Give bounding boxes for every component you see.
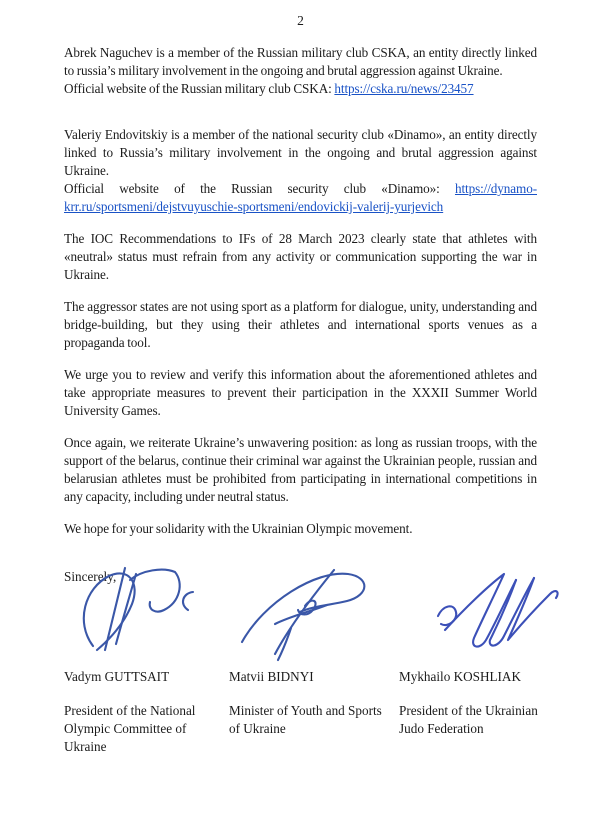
paragraph	[64, 44, 537, 80]
signer-title: President of the Ukrainian Judo Federation	[399, 703, 538, 736]
paragraph	[64, 230, 537, 284]
paragraph	[64, 80, 537, 98]
paragraph	[64, 366, 537, 420]
signature-block	[64, 566, 564, 756]
hyperlink[interactable]: https://dynamo-	[454, 181, 537, 196]
paragraph-text: Valeriy Endovitskiy is a member of the national security club «Dinamo», an entity directly linked to Russia’s military involvement in the ongoing and brutal aggression against Ukraine.	[64, 127, 537, 178]
paragraph-text: We urge you to review and verify this information about the aforementioned athletes and take appropriate measures to prevent their participation in the XXXII Summer World University Games.	[64, 367, 537, 418]
signature-row	[64, 566, 564, 658]
paragraph-text: The aggressor states are not using sport as a platform for dialogue, unity, understanding and bridge-building, but they using their athletes and international sports venues as a propaganda tool.	[64, 299, 537, 350]
paragraph	[64, 126, 537, 180]
signature-handwriting-bidnyi	[234, 562, 386, 662]
signer-names	[64, 668, 564, 686]
page-number: 2	[297, 13, 304, 28]
paragraph-text: Official website of the Russian security club «Dinamo»:	[64, 181, 455, 196]
signer-name: Vadym GUTTSAIT	[64, 669, 170, 684]
hyperlink[interactable]: krr.ru/sportsmeni/dejstvuyuschie-sportsmeni/endovickij-valerij-yurjevich	[64, 199, 444, 214]
paragraph-text: Official website of the Russian military club CSKA:	[64, 81, 335, 96]
paragraph-text: The IOC Recommendations to IFs of 28 March 2023 clearly state that athletes with «neutral» status must refrain from any activity or communication supporting the war in Ukraine.	[64, 231, 537, 282]
paragraph-text: Abrek Naguchev is a member of the Russian military club CSKA, an entity directly linked to russia’s military involvement in the ongoing and brutal aggression against Ukraine.	[64, 45, 537, 78]
paragraph	[64, 434, 537, 506]
signature-handwriting-guttsait	[72, 562, 198, 656]
signer-name: Matvii BIDNYI	[229, 669, 314, 684]
signer-titles	[64, 702, 564, 756]
paragraph-text: We hope for your solidarity with the Ukrainian Olympic movement.	[64, 521, 413, 536]
paragraph	[64, 298, 537, 352]
signer-title: Minister of Youth and Sports of Ukraine	[229, 703, 382, 736]
hyperlink[interactable]: https://cska.ru/news/23457	[334, 81, 474, 96]
signer-title: President of the National Olympic Committee of Ukraine	[64, 703, 196, 754]
paragraph	[64, 180, 537, 216]
signature-handwriting-koshliak	[432, 568, 570, 650]
closing-salutation: Sincerely,	[64, 569, 117, 584]
paragraphs	[64, 44, 537, 538]
paragraph	[64, 520, 537, 538]
paragraph-text: Once again, we reiterate Ukraine’s unwavering position: as long as russian troops, with the support of the belarus, continue their criminal war against the Ukrainian people, russian and belarusian athletes must be prohibited from participating in international competitions in any capacity, including under neutral status.	[64, 435, 537, 504]
signer-name: Mykhailo KOSHLIAK	[399, 669, 521, 684]
